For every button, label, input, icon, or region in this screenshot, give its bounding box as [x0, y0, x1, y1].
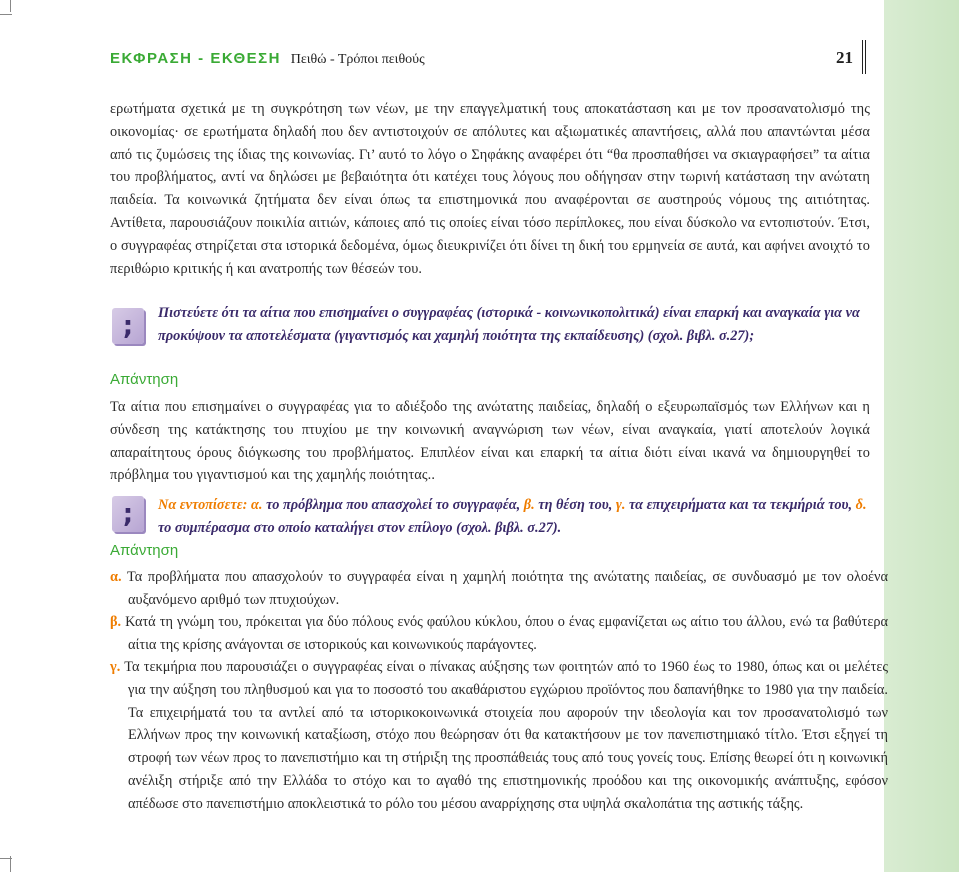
answer-2-item-a [110, 566, 888, 612]
question-2-marker-d: δ. [855, 497, 867, 513]
question-mark-icon: ; [112, 308, 144, 344]
header-subject: ΕΚΦΡΑΣΗ - ΕΚΘΕΣΗ [110, 50, 282, 67]
answer-marker: γ. [110, 659, 121, 675]
question-2-text [158, 494, 870, 540]
answer-text: Κατά τη γνώμη του, πρόκειται για δύο πόλους ενός φαύλου κύκλου, όπου ο ένας εμφανίζεται ως αίτιο του άλλου, ενώ τα βαθύτερα αίτια της κρίσης ανάγονται σε ιστορικούς και κοινωνικούς παράγοντες. [125, 614, 888, 653]
answer-text: Τα τεκμήρια που παρουσιάζει ο συγγραφέας είναι ο πίνακας αύξησης των φοιτητών από το 1960 έως το 1980, όπως και οι μελέτες για την αύξηση του πληθυσμού και για το ποσοστό του ακαθάριστου εγχώριου προϊόντος που δαπανήθηκε το 1980 για την παιδεία. Τα επιχειρήματά του τα αντλεί από τα ιστορικοκοινωνικά στοιχεία που αφορούν την ιδεολογία και τον προσανατολισμό των Ελλήνων προς την κοινωνική καταξίωση, στόχο που θεώρησαν ότι θα κατακτήσουν με τον πανεπιστημιακό τίτλο. Έτσι εξηγεί τη στροφή των νέων προς το πανεπιστήμιο και τη στήριξη της προσπάθειάς τους από τους γονείς τους. Επίσης θεωρεί ότι η κοινωνική ανέλιξη στήριξε από την Ελλάδα το στόχο και το αγαθό της επιστημονικής προόδου και της οικονομικής ανάπτυξης, εφόσον απέδωσε στο πανεπιστήμιο αποκλειστικά το ρόλο του μέσου αναρρίχησης στα υψηλά σκαλοπάτια της αστικής τάξης. [124, 659, 888, 812]
answer-1-text: Τα αίτια που επισημαίνει ο συγγραφέας για το αδιέξοδο της ανώτατης παιδείας, δηλαδή ο εξευρωπαϊσμός των Ελλήνων και η σύνδεση της κατάκτησης του πτυχίου με την κοινωνική αναγνώριση των νέων, είναι αναγκαία, γιατί αποτελούν λογικά απαραίτητους όρους διόγκωσης του προβλήματος. Επιπλέον είναι και επαρκή τα αίτια διότι είναι ικανά να δημιουργηθεί το πρόβλημα του γιγαντισμού και της χαμηλής ποιότητας.. [110, 399, 870, 484]
question-2-lead: Να εντοπίσετε: [158, 497, 248, 513]
answer-1-label: Απάντηση [110, 371, 179, 388]
page-edge-strip [884, 0, 959, 872]
answer-marker: α. [110, 569, 122, 585]
crop-mark [0, 858, 12, 859]
question-2-part-a: το πρόβλημα που απασχολεί το συγγραφέα, [266, 497, 521, 513]
answer-marker: β. [110, 614, 122, 630]
question-2-marker-a: α. [251, 497, 263, 513]
answer-2-item-b [110, 611, 888, 657]
page-number-rule [862, 40, 867, 74]
question-1-text: Πιστεύετε ότι τα αίτια που επισημαίνει ο συγγραφέας (ιστορικά - κοινωνικοπολιτικά) είναι επαρκή και αναγκαία για να προκύψουν τα αποτελέσματα (γιγαντισμός και χαμηλή ποιότητα της εκπαίδευσης) (σχολ. βιβλ. σ.27); [158, 305, 860, 344]
question-2-part-d: το συμπέρασμα στο οποίο καταλήγει στον επίλογο (σχολ. βιβλ. σ.27). [158, 519, 562, 536]
crop-mark [0, 14, 12, 15]
running-header [110, 50, 425, 68]
crop-mark [10, 0, 11, 12]
answer-text: Τα προβλήματα που απασχολούν το συγγραφέα είναι η χαμηλή ποιότητα της ανώτατης παιδείας, σε συνδυασμό με τον ολοένα αυξανόμενο αριθμό των πτυχιούχων. [126, 569, 888, 608]
question-2-marker-b: β. [523, 497, 535, 513]
intro-paragraph: ερωτήματα σχετικά με τη συγκρότηση των νέων, με την επαγγελματική τους αποκατάσταση και με τον προσανατολισμό της οικονομίας· σε ερωτήματα δηλαδή που δεν αντιστοιχούν σε απόλυτες και αξιωματικές απαντήσεις, αλλά που απαντώνται μέσα από τις ζυμώσεις της ίδιας της κοινωνίας. Γι’ αυτό το λόγο ο Σηφάκης αναφέρει ότι “θα προσπαθήσει να σκιαγραφήσει” τα αίτια του προβλήματος, αντί να δηλώσει με βεβαιότητα ότι κατέχει τους λόγους που οδήγησαν στην τωρινή κατάσταση την ανώτατη παιδεία. Τα κοινωνικά ζητήματα δεν είναι όπως τα επιστημονικά που αναφέρονται σε αυστηρούς νόμους της αιτιότητας. Αντίθετα, παρουσιάζουν ποικιλία αιτιών, κάποιες από τις οποίες είναι τόσο περίπλοκες, που είναι δύσκολο να εντοπιστούν. Έτσι, ο συγγραφέας στηρίζεται στα ιστορικά δεδομένα, όμως διευκρινίζει ότι δίνει τη δική του ερμηνεία σε αυτά, και αφήνει ανοιχτό το περιθώριο κριτικής ή και ανατροπής των θέσεών του. [110, 101, 870, 277]
answer-2-label: Απάντηση [110, 542, 179, 559]
question-2-part-c: τα επιχειρήματα και τα τεκμήριά του, [628, 497, 853, 513]
question-mark-icon: ; [112, 496, 144, 532]
answer-2-item-c [110, 656, 888, 816]
header-topic: Πειθώ - Τρόποι πειθούς [290, 52, 425, 67]
question-2-marker-c: γ. [615, 497, 626, 513]
page-number: 21 [836, 48, 853, 67]
question-2-part-b: τη θέση του, [538, 497, 613, 513]
